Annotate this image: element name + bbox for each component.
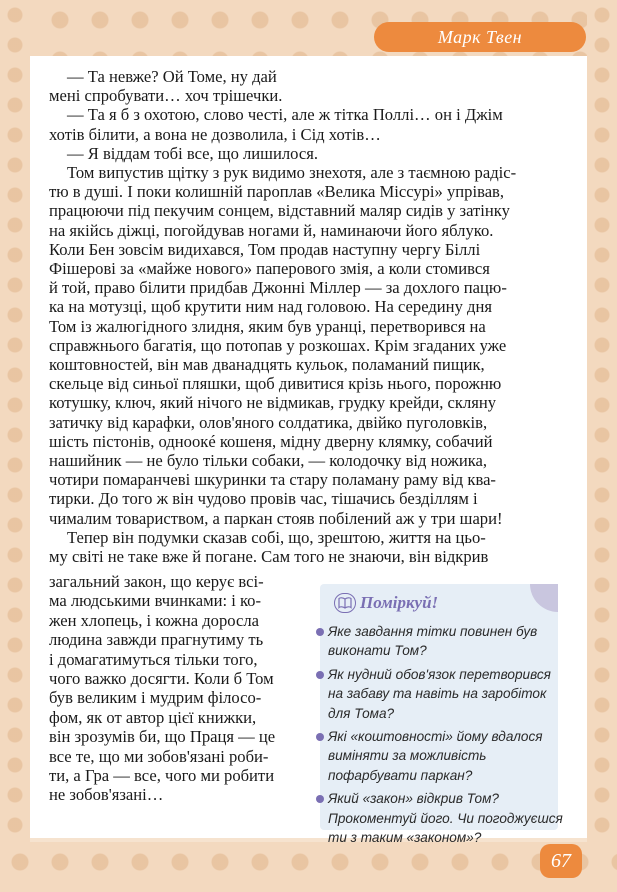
- text-line: справжнього багатія, що потопав у розкошах. Крім згаданих уже: [49, 335, 507, 355]
- text-line: — Я віддам тобі все, що лишилося.: [67, 143, 318, 163]
- question-line: виконати Том?: [328, 643, 427, 659]
- text-line: тирки. До того ж він чудово провів час, тішачись безділлям і: [49, 489, 478, 509]
- author-header: [374, 22, 586, 52]
- question-line: ти з таким «законом»?: [328, 830, 482, 846]
- question-line: пофарбувати паркан?: [328, 767, 473, 783]
- author-name: Марк Твен: [437, 26, 523, 47]
- question-line: для Тома?: [328, 705, 395, 721]
- text-line: фом, як от автор цієї книжки,: [49, 707, 257, 727]
- text-line: працюючи під пекучим сонцем, відставний маляр сидів у затінку: [49, 201, 510, 221]
- text-line: мені спробувати… хоч трішечки.: [49, 86, 283, 106]
- ornament-right: [587, 0, 617, 892]
- page-number-text: 67: [551, 849, 571, 872]
- text-line: і домагатимуться тільки того,: [49, 649, 258, 669]
- text-line: чотири помаранчеві шкуринки та стару поламану раму від ква-: [49, 470, 496, 490]
- text-line: ма людськими вчинками: і ко-: [49, 591, 262, 611]
- question-line: Як нудний обов'язок перетворився: [328, 666, 551, 682]
- text-line: не зобов'язані…: [49, 785, 164, 805]
- text-line: Коли Бен зовсім видихався, Том продав наступну чергу Біллі: [49, 239, 481, 259]
- ornament-left: [0, 0, 30, 892]
- text-line: чого важко досягти. Коли б Том: [49, 669, 274, 689]
- text-line: скельце від синьої пляшки, щоб дивитися крізь нього, порожню: [49, 374, 502, 394]
- text-line: Том із жалюгідного злидня, яким був уранці, перетворився на: [49, 316, 486, 336]
- text-line: жен хлопець, і кожна доросла: [49, 610, 259, 630]
- think-box: [320, 584, 563, 846]
- text-line: він зрозумів би, що Праця — це: [49, 727, 276, 747]
- text-line: був великим і мудрим філосо-: [49, 688, 262, 708]
- text-line: й той, право білити придбав Джонні Міллер — за дохлого пацю-: [49, 278, 507, 298]
- main-text: [49, 67, 560, 566]
- question-item: [320, 789, 563, 847]
- question-line: Яке завдання тітки повинен був: [328, 624, 538, 639]
- text-line: людина завжди прагнутиму ть: [49, 630, 264, 650]
- text-line: Том випустив щітку з рук видимо знехотя, але з таємною радіс-: [67, 163, 517, 183]
- text-line: Фішерові за «майже нового» паперового змія, а коли стомився: [49, 259, 490, 279]
- text-line: загальний закон, що керує всі-: [49, 572, 264, 591]
- question-line: Які «коштовності» йому вдалося: [328, 729, 543, 745]
- text-line: тю в душі. І поки колишній пароплав «Велика Міссурі» упрівав,: [49, 182, 505, 202]
- text-line: коштовностей, він мав дванадцять кульок, поламаний пищик,: [49, 355, 485, 375]
- question-item: [320, 727, 558, 785]
- narrow-text: [49, 572, 307, 805]
- bullet-icon: [316, 628, 324, 636]
- question-line: Який «закон» відкрив Том?: [328, 791, 499, 807]
- text-line: хотів білити, а вона не дозволила, і Сід хотів…: [49, 124, 381, 144]
- text-line: все те, що ми зобов'язані роби-: [49, 746, 269, 766]
- question-list: [320, 622, 563, 851]
- text-line: — Та я б з охотою, слово честі, але ж тітка Поллі… он і Джім: [67, 105, 503, 125]
- text-line: котушку, ключ, який нічого не відмикав, грудку крейди, скляну: [49, 393, 497, 413]
- question-item: [320, 665, 558, 723]
- bullet-icon: [316, 795, 324, 803]
- question-line: на забаву та навіть на заробіток: [328, 686, 547, 702]
- bullet-icon: [316, 671, 324, 679]
- text-line: ти, а Гра — все, чого ми робити: [49, 766, 275, 786]
- text-line: чималим товариством, а паркан стояв побілений аж у три шари!: [49, 508, 503, 528]
- text-line: ка на мотузці, щоб крутити ним над головою. На середину дня: [49, 297, 492, 317]
- text-line: затичку від карафки, олов'яного солдатика, двійко пуголовків,: [49, 412, 488, 432]
- think-box-title: [334, 592, 438, 614]
- think-box-corner: [530, 584, 558, 612]
- text-line: му світі не таке вже й погане. Сам того не знаючи, він відкрив: [49, 547, 489, 567]
- question-item: [320, 622, 558, 661]
- question-line: виміняти за можливість: [328, 748, 487, 764]
- open-book-icon: [334, 593, 356, 613]
- text-line: Тепер він подумки сказав собі, що, зрештою, життя на цьо-: [67, 527, 486, 547]
- text-line: нашийник — не було тільки собаки, — колодочку від ножика,: [49, 451, 488, 471]
- text-line: — Та невже? Ой Томе, ну дай: [67, 67, 277, 86]
- page-number: [540, 844, 582, 878]
- think-box-title-text: Поміркуй!: [360, 593, 439, 612]
- text-line: на якійсь діжці, погойдував ногами й, наминаючи його яблуко.: [49, 220, 494, 240]
- text-line: шість пістонів, одноокé кошеня, мідну дверну клямку, собачий: [49, 431, 493, 451]
- bullet-icon: [316, 733, 324, 741]
- question-line: Прокоментуй його. Чи погоджуєшся: [328, 810, 563, 826]
